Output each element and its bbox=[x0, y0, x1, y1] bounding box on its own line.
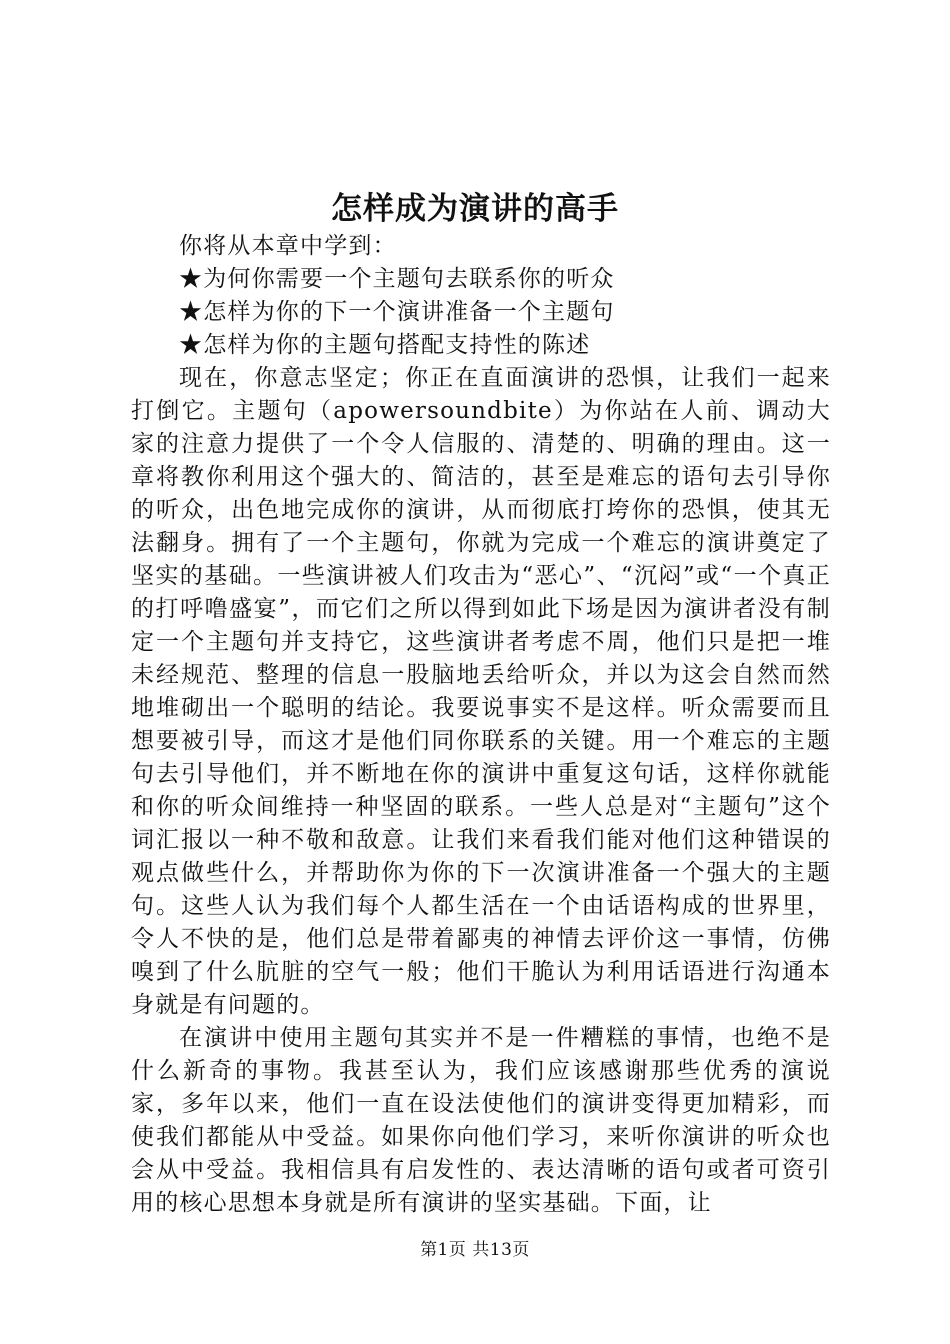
bullet-item: ★怎样为你的下一个演讲准备一个主题句 bbox=[179, 299, 615, 325]
body-paragraph: 在演讲中使用主题句其实并不是一件糟糕的事情，也绝不是什么新奇的事物。我甚至认为，我们应该感谢那些优秀的演说家，多年以来，他们一直在设法使他们的演讲变得更加精彩，而使我们都能从中受益。如果你向他们学习，来听你演讲的听众也会从中受益。我相信具有启发性的、表达清晰的语句或者可资引用的核心思想本身就是所有演讲的坚实基础。下面，让 bbox=[131, 1025, 831, 1216]
bullet-item: ★怎样为你的主题句搭配支持性的陈述 bbox=[179, 332, 591, 358]
bullet-item: ★为何你需要一个主题句去联系你的听众 bbox=[179, 266, 615, 292]
document-title: 怎样成为演讲的高手 bbox=[331, 191, 619, 227]
intro-line: 你将从本章中学到： bbox=[179, 233, 397, 259]
document-body bbox=[131, 230, 831, 1220]
body-paragraph: 现在，你意志坚定；你正在直面演讲的恐惧，让我们一起来打倒它。主题句（apowersoundbite）为你站在人前、调动大家的注意力提供了一个令人信服的、清楚的、明确的理由。这一章将教你利用这个强大的、简洁的，甚至是难忘的语句去引导你的听众，出色地完成你的演讲，从而彻底打垮你的恐惧，使其无法翻身。拥有了一个主题句，你就为完成一个难忘的演讲奠定了坚实的基础。一些演讲被人们攻击为“恶心”、“沉闷”或“一个真正的打呼噜盛宴”，而它们之所以得到如此下场是因为演讲者没有制定一个主题句并支持它，这些演讲者考虑不周，他们只是把一堆未经规范、整理的信息一股脑地丢给听众，并以为这会自然而然地堆砌出一个聪明的结论。我要说事实不是这样。听众需要而且想要被引导，而这才是他们同你联系的关键。用一个难忘的主题句去引导他们，并不断地在你的演讲中重复这句话，这样你就能和你的听众间维持一种坚固的联系。一些人总是对“主题句”这个词汇报以一种不敬和敌意。让我们来看我们能对他们这种错误的观点做些什么，并帮助你为你的下一次演讲准备一个强大的主题句。这些人认为我们每个人都生活在一个由话语构成的世界里，令人不快的是，他们总是带着鄙夷的神情去评价这一事情，仿佛嗅到了什么肮脏的空气一般；他们干脆认为利用话语进行沟通本身就是有问题的。 bbox=[131, 365, 831, 1018]
page-number-footer: 第1页 共13页 bbox=[420, 1240, 530, 1260]
